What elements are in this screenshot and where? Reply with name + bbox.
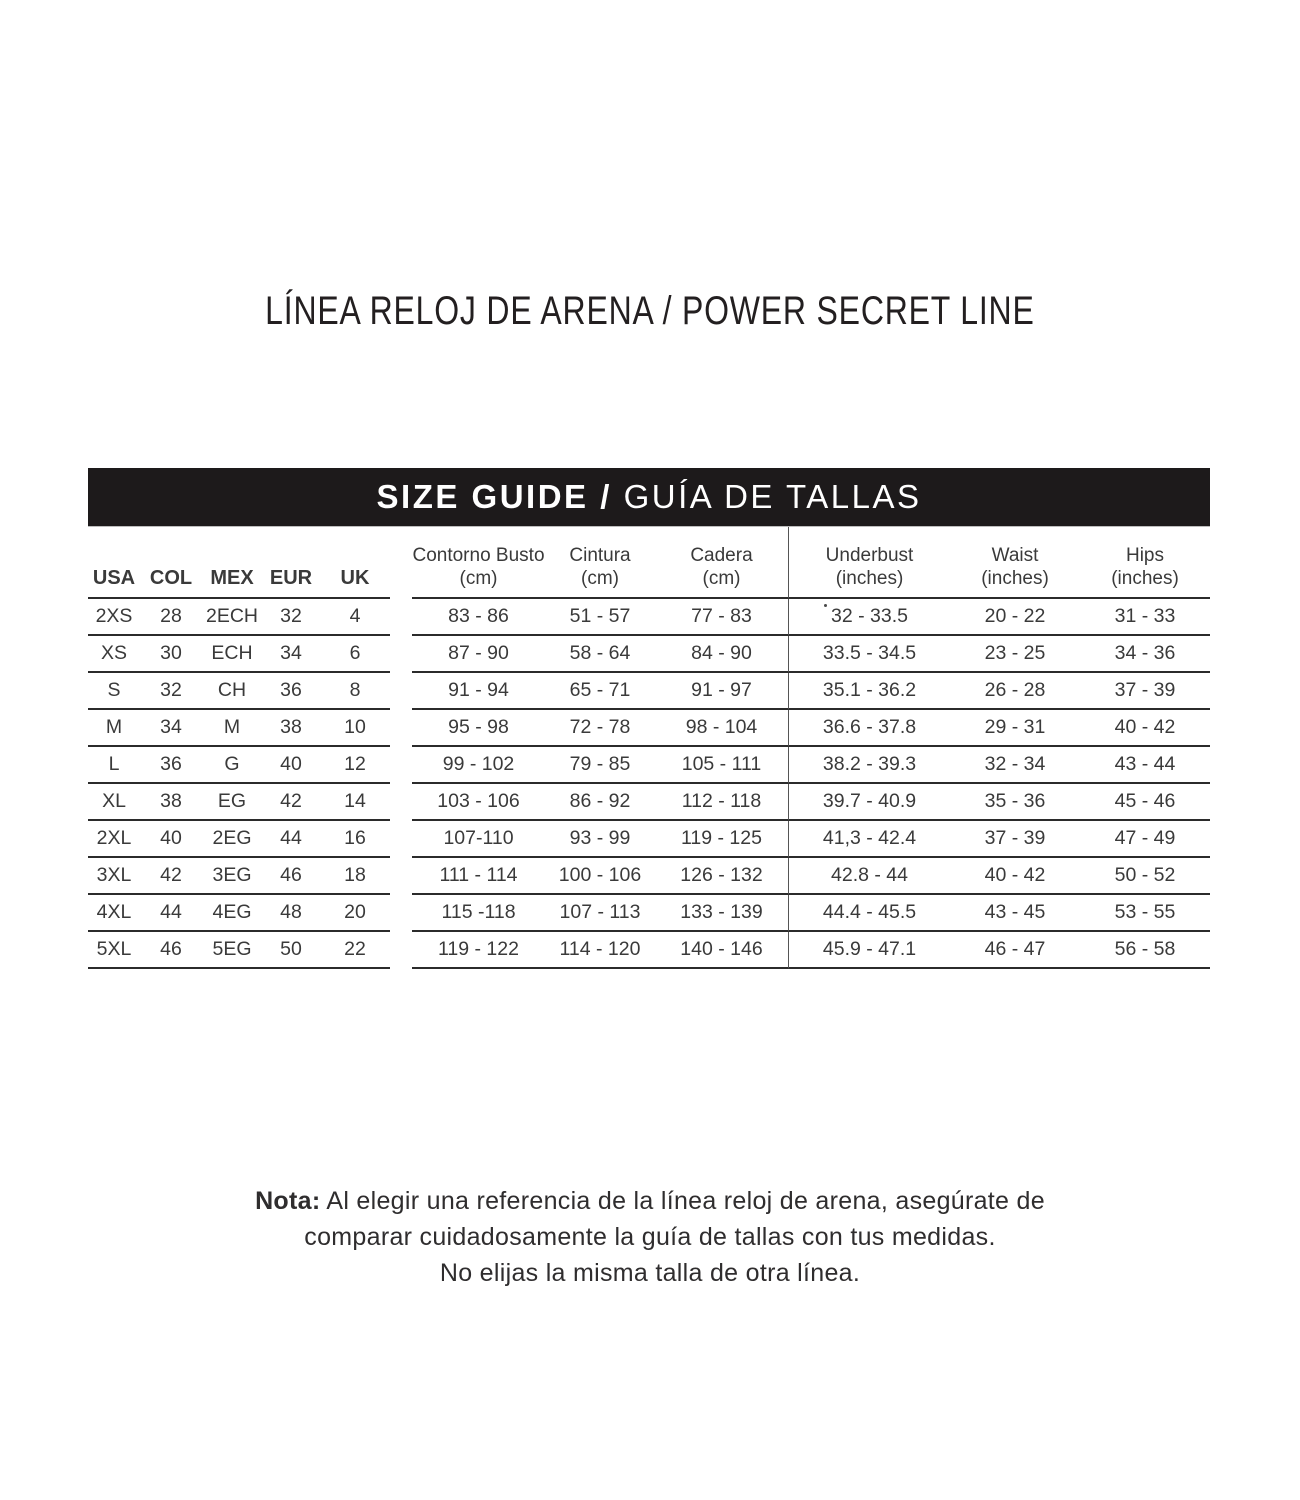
cell-hip-cm: 105 - 111 <box>655 747 788 784</box>
cell-hips-in: 56 - 58 <box>1080 932 1210 969</box>
header-col: COL <box>140 527 202 599</box>
cell-eur: 32 <box>262 599 320 636</box>
cell-spacer <box>390 895 412 932</box>
header-hip-cm: Cadera (cm) <box>655 527 788 599</box>
cell-mex: M <box>202 710 262 747</box>
cell-hip-cm: 119 - 125 <box>655 821 788 858</box>
cell-waist-cm: 58 - 64 <box>545 636 655 673</box>
cell-waist-in: 32 - 34 <box>950 747 1080 784</box>
header-eur: EUR <box>262 527 320 599</box>
cell-waist-cm: 107 - 113 <box>545 895 655 932</box>
cell-underbust-in: 38.2 - 39.3 <box>788 747 950 784</box>
cell-usa: 2XL <box>88 821 140 858</box>
cell-uk: 16 <box>320 821 390 858</box>
cell-underbust-in: 41,3 - 42.4 <box>788 821 950 858</box>
cell-waist-cm: 86 - 92 <box>545 784 655 821</box>
cell-underbust-in: 39.7 - 40.9 <box>788 784 950 821</box>
cell-hips-in: 47 - 49 <box>1080 821 1210 858</box>
cell-bust-cm: 99 - 102 <box>412 747 545 784</box>
size-table <box>88 527 1210 969</box>
table-row <box>88 710 1210 747</box>
header-mex: MEX <box>202 527 262 599</box>
cell-underbust-in: 35.1 - 36.2 <box>788 673 950 710</box>
cell-mex: 2ECH <box>202 599 262 636</box>
cell-hip-cm: 112 - 118 <box>655 784 788 821</box>
cell-hip-cm: 98 - 104 <box>655 710 788 747</box>
cell-hip-cm: 133 - 139 <box>655 895 788 932</box>
cell-eur: 38 <box>262 710 320 747</box>
table-row <box>88 747 1210 784</box>
cell-mex: 3EG <box>202 858 262 895</box>
cell-uk: 14 <box>320 784 390 821</box>
header-usa: USA <box>88 527 140 599</box>
cell-col: 36 <box>140 747 202 784</box>
note-line-1: Nota: Al elegir una referencia de la línea reloj de arena, asegúrate de <box>255 1187 1045 1215</box>
cell-usa: XL <box>88 784 140 821</box>
cell-uk: 4 <box>320 599 390 636</box>
cell-mex: ECH <box>202 636 262 673</box>
cell-mex: 2EG <box>202 821 262 858</box>
cell-waist-in: 29 - 31 <box>950 710 1080 747</box>
banner-text-en: SIZE GUIDE / <box>376 478 624 515</box>
cell-spacer <box>390 710 412 747</box>
cell-usa: 5XL <box>88 932 140 969</box>
cell-spacer <box>390 599 412 636</box>
cell-usa: 3XL <box>88 858 140 895</box>
header-underbust-in: Underbust (inches) <box>788 527 950 599</box>
note <box>0 1183 1300 1291</box>
cell-col: 42 <box>140 858 202 895</box>
cell-hips-in: 31 - 33 <box>1080 599 1210 636</box>
table-row <box>88 858 1210 895</box>
cell-waist-in: 46 - 47 <box>950 932 1080 969</box>
cell-eur: 34 <box>262 636 320 673</box>
cell-uk: 18 <box>320 858 390 895</box>
cell-usa: 2XS <box>88 599 140 636</box>
note-line-3: No elijas la misma talla de otra línea. <box>439 1259 861 1287</box>
header-waist-in: Waist (inches) <box>950 527 1080 599</box>
cell-uk: 6 <box>320 636 390 673</box>
cell-eur: 44 <box>262 821 320 858</box>
header-uk: UK <box>320 527 390 599</box>
cell-col: 40 <box>140 821 202 858</box>
cell-bust-cm: 119 - 122 <box>412 932 545 969</box>
header-bust-cm: Contorno Busto (cm) <box>412 527 545 599</box>
cell-col: 38 <box>140 784 202 821</box>
cell-mex: CH <box>202 673 262 710</box>
cell-waist-cm: 72 - 78 <box>545 710 655 747</box>
cell-waist-cm: 100 - 106 <box>545 858 655 895</box>
cell-waist-in: 35 - 36 <box>950 784 1080 821</box>
cell-bust-cm: 87 - 90 <box>412 636 545 673</box>
cell-uk: 10 <box>320 710 390 747</box>
stray-dot-artifact <box>824 604 827 607</box>
cell-col: 44 <box>140 895 202 932</box>
table-row <box>88 821 1210 858</box>
note-line-2: comparar cuidadosamente la guía de tallas con tus medidas. <box>304 1223 996 1251</box>
cell-usa: 4XL <box>88 895 140 932</box>
cell-waist-in: 37 - 39 <box>950 821 1080 858</box>
cell-col: 46 <box>140 932 202 969</box>
size-table-header-row <box>88 527 1210 599</box>
cell-eur: 36 <box>262 673 320 710</box>
cell-usa: S <box>88 673 140 710</box>
cell-hip-cm: 84 - 90 <box>655 636 788 673</box>
cell-waist-in: 23 - 25 <box>950 636 1080 673</box>
cell-spacer <box>390 858 412 895</box>
cell-bust-cm: 95 - 98 <box>412 710 545 747</box>
cell-underbust-in: 42.8 - 44 <box>788 858 950 895</box>
cell-waist-in: 40 - 42 <box>950 858 1080 895</box>
cell-underbust-in: 36.6 - 37.8 <box>788 710 950 747</box>
cell-waist-in: 43 - 45 <box>950 895 1080 932</box>
cell-col: 28 <box>140 599 202 636</box>
header-spacer <box>390 527 412 599</box>
cell-eur: 50 <box>262 932 320 969</box>
cell-waist-cm: 51 - 57 <box>545 599 655 636</box>
cell-hips-in: 34 - 36 <box>1080 636 1210 673</box>
cell-hip-cm: 126 - 132 <box>655 858 788 895</box>
cell-spacer <box>390 636 412 673</box>
cell-spacer <box>390 932 412 969</box>
size-guide-banner <box>88 468 1210 527</box>
cell-spacer <box>390 784 412 821</box>
cell-mex: EG <box>202 784 262 821</box>
header-hips-in: Hips (inches) <box>1080 527 1210 599</box>
cell-waist-in: 26 - 28 <box>950 673 1080 710</box>
note-label: Nota: <box>255 1187 321 1215</box>
cell-uk: 22 <box>320 932 390 969</box>
cell-eur: 42 <box>262 784 320 821</box>
table-row <box>88 895 1210 932</box>
cell-hips-in: 53 - 55 <box>1080 895 1210 932</box>
cell-underbust-in: 44.4 - 45.5 <box>788 895 950 932</box>
cell-waist-cm: 114 - 120 <box>545 932 655 969</box>
cell-col: 30 <box>140 636 202 673</box>
cell-underbust-in: 45.9 - 47.1 <box>788 932 950 969</box>
cell-col: 32 <box>140 673 202 710</box>
banner-text-es: GUÍA DE TALLAS <box>623 478 922 515</box>
cell-hip-cm: 91 - 97 <box>655 673 788 710</box>
cell-uk: 20 <box>320 895 390 932</box>
cell-waist-cm: 79 - 85 <box>545 747 655 784</box>
cell-hips-in: 45 - 46 <box>1080 784 1210 821</box>
cell-bust-cm: 103 - 106 <box>412 784 545 821</box>
page-title <box>0 289 1300 334</box>
cell-underbust-in: 32 - 33.5 <box>788 599 950 636</box>
cell-waist-cm: 93 - 99 <box>545 821 655 858</box>
table-row <box>88 673 1210 710</box>
cell-bust-cm: 111 - 114 <box>412 858 545 895</box>
cell-bust-cm: 91 - 94 <box>412 673 545 710</box>
cell-mex: 5EG <box>202 932 262 969</box>
table-row <box>88 932 1210 969</box>
cell-hips-in: 43 - 44 <box>1080 747 1210 784</box>
cell-spacer <box>390 673 412 710</box>
cell-eur: 46 <box>262 858 320 895</box>
cell-bust-cm: 107-110 <box>412 821 545 858</box>
cell-spacer <box>390 747 412 784</box>
cell-spacer <box>390 821 412 858</box>
cell-bust-cm: 115 -118 <box>412 895 545 932</box>
cell-col: 34 <box>140 710 202 747</box>
cell-bust-cm: 83 - 86 <box>412 599 545 636</box>
cell-hips-in: 37 - 39 <box>1080 673 1210 710</box>
cell-underbust-in: 33.5 - 34.5 <box>788 636 950 673</box>
table-row <box>88 784 1210 821</box>
header-waist-cm: Cintura (cm) <box>545 527 655 599</box>
cell-usa: L <box>88 747 140 784</box>
cell-usa: M <box>88 710 140 747</box>
cell-waist-in: 20 - 22 <box>950 599 1080 636</box>
cell-hips-in: 40 - 42 <box>1080 710 1210 747</box>
page-title-text: LÍNEA RELOJ DE ARENA / POWER SECRET LINE <box>265 289 1035 333</box>
cell-uk: 8 <box>320 673 390 710</box>
cell-mex: G <box>202 747 262 784</box>
size-table-body <box>88 599 1210 969</box>
table-row <box>88 599 1210 636</box>
cell-hip-cm: 77 - 83 <box>655 599 788 636</box>
table-row <box>88 636 1210 673</box>
cell-waist-cm: 65 - 71 <box>545 673 655 710</box>
cell-eur: 40 <box>262 747 320 784</box>
cell-hip-cm: 140 - 146 <box>655 932 788 969</box>
cell-uk: 12 <box>320 747 390 784</box>
cell-mex: 4EG <box>202 895 262 932</box>
cell-hips-in: 50 - 52 <box>1080 858 1210 895</box>
cell-usa: XS <box>88 636 140 673</box>
cell-eur: 48 <box>262 895 320 932</box>
